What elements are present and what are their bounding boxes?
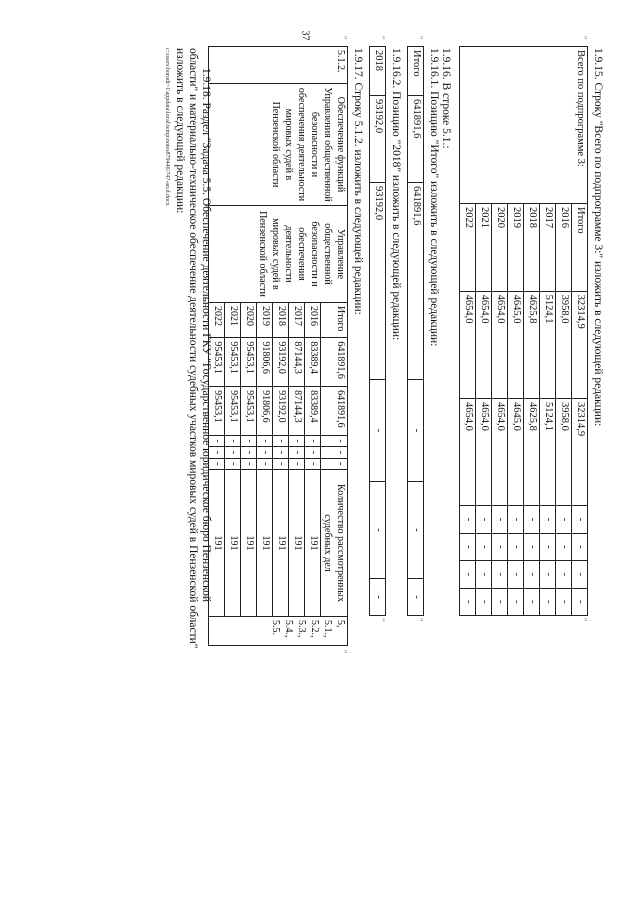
table-cell: 91806,6 <box>257 338 273 387</box>
table-cell: 2020 <box>492 204 508 292</box>
table-cell: - <box>408 482 424 579</box>
indicator-value: 191 <box>305 470 321 617</box>
indicator-value: 191 <box>257 470 273 617</box>
closing-quote-mark: " <box>579 618 588 622</box>
table-cell: 95453,1 <box>209 387 225 436</box>
table-cell: 2022 <box>460 204 476 292</box>
paragraph-1-9-17: 1.9.17. Строку 5.1.2. изложить в следующей редакции: <box>352 48 364 315</box>
table-cell: - <box>508 533 524 560</box>
table-cell: - <box>508 588 524 615</box>
table-cell: - <box>289 435 305 446</box>
table-cell: 2021 <box>225 303 241 338</box>
table-cell: 3958,0 <box>556 291 572 398</box>
table-2018-position <box>369 46 386 616</box>
table-cell: - <box>476 588 492 615</box>
table-cell: 4645,0 <box>508 398 524 505</box>
table-cell: 2021 <box>476 204 492 292</box>
table-cell: 95453,1 <box>209 338 225 387</box>
page-number: 37 <box>299 30 311 41</box>
table-cell: - <box>524 533 540 560</box>
table-cell: - <box>524 506 540 533</box>
rotated-page-content <box>12 38 612 883</box>
table-cell: - <box>289 458 305 469</box>
table-cell: - <box>492 561 508 588</box>
table-cell: - <box>257 458 273 469</box>
table-cell: - <box>305 458 321 469</box>
paragraph-1-9-16: 1.9.16. В строке 5.1.: <box>440 48 452 149</box>
table-cell: 2019 <box>257 303 273 338</box>
table-cell: 3958,0 <box>556 398 572 505</box>
table-cell: 5124,1 <box>540 291 556 398</box>
table-cell: 93192,0 <box>273 338 289 387</box>
table-cell: - <box>225 435 241 446</box>
table-cell: - <box>460 506 476 533</box>
table-cell: - <box>556 533 572 560</box>
table-row <box>321 47 348 646</box>
table-cell: 4625,8 <box>524 398 540 505</box>
table-cell: 87144,3 <box>289 338 305 387</box>
table-cell: 2016 <box>556 204 572 292</box>
table-cell: 4654,0 <box>476 291 492 398</box>
table-row <box>408 47 424 616</box>
table-cell: 2017 <box>540 204 556 292</box>
table-cell: 91806,6 <box>257 387 273 436</box>
paragraph-1-9-15: 1.9.15. Строку "Всего по подпрограмме 3:" изложить в следующей редакции: <box>592 48 604 427</box>
table-cell: Итого <box>572 204 588 292</box>
indicator-value: 191 <box>273 470 289 617</box>
indicator-value: 191 <box>241 470 257 617</box>
table-cell: 4625,8 <box>524 291 540 398</box>
table-cell: - <box>540 533 556 560</box>
table-cell: - <box>492 506 508 533</box>
table-subprogram-3-total <box>459 46 588 616</box>
table-row <box>572 47 588 616</box>
table-cell: - <box>556 588 572 615</box>
table-cell: - <box>209 458 225 469</box>
table-cell: Итого <box>321 303 348 338</box>
footer-file-path: c:\users\borodi~1\appdata\local\temp\notes879446\747-ап.d.docx <box>164 48 170 206</box>
table-cell: - <box>476 506 492 533</box>
table-cell: - <box>524 561 540 588</box>
table-cell: 95453,1 <box>241 338 257 387</box>
table-cell: Итого <box>408 47 424 96</box>
table-cell: - <box>572 533 588 560</box>
table-cell: - <box>321 435 348 446</box>
measure-name: Обеспечение функций Управления общественной безопасности и обеспечения деятельности мировых судей в Пензенской области <box>209 84 348 206</box>
opening-quote-mark: " <box>415 36 424 40</box>
table-cell: - <box>225 458 241 469</box>
paragraph-1-9-16-1: 1.9.16.1. Позицию "Итого" изложить в следующей редакции: <box>428 48 440 347</box>
table-cell: 93192,0 <box>370 183 386 380</box>
table-cell: 2016 <box>305 303 321 338</box>
closing-quote-mark: " <box>377 618 386 622</box>
indicator-value: 191 <box>225 470 241 617</box>
table-cell: 83389,4 <box>305 338 321 387</box>
table-cell: 2018 <box>273 303 289 338</box>
table-cell: - <box>257 435 273 446</box>
table-cell: - <box>321 447 348 458</box>
table-cell: 2018 <box>524 204 540 292</box>
table-cell: - <box>241 447 257 458</box>
table-cell: 93192,0 <box>273 387 289 436</box>
opening-quote-mark: " <box>339 36 348 40</box>
row-label: Всего по подпрограмме 3: <box>460 47 588 204</box>
table-cell: - <box>492 588 508 615</box>
opening-quote-mark: " <box>579 36 588 40</box>
table-cell: - <box>370 579 386 616</box>
table-cell: - <box>540 561 556 588</box>
opening-quote-mark: " <box>377 36 386 40</box>
paragraph-1-9-18-line-2: области" и материально-техническое обеспечение деятельности судебных участков мировых судей в Пензенской области" <box>187 48 199 649</box>
table-cell: 641891,6 <box>321 387 348 436</box>
table-cell: - <box>241 458 257 469</box>
table-cell: - <box>305 435 321 446</box>
paragraph-1-9-18-line-1: 1.9.18. Раздел "Задача 5.5. Обеспечение деятельности ГКУ "Государственное юридическое бюро Пензенской <box>200 68 212 602</box>
table-cell: 4654,0 <box>492 291 508 398</box>
table-row <box>370 47 386 616</box>
row-number: 5.1.2. <box>209 47 348 84</box>
table-cell: - <box>257 447 273 458</box>
table-cell: - <box>241 435 257 446</box>
table-cell: 2020 <box>241 303 257 338</box>
table-cell: - <box>209 447 225 458</box>
paragraph-1-9-18-line-3: изложить в следующей редакции: <box>174 48 186 214</box>
table-cell: - <box>476 561 492 588</box>
indicator-header: Количество рассмотренных судебных дел <box>321 470 348 617</box>
table-cell: - <box>572 561 588 588</box>
table-cell: 93192,0 <box>370 96 386 183</box>
table-cell: - <box>408 579 424 616</box>
table-cell: - <box>492 533 508 560</box>
table-cell: - <box>273 447 289 458</box>
table-cell: - <box>321 458 348 469</box>
table-cell: - <box>225 447 241 458</box>
table-cell: - <box>508 561 524 588</box>
table-cell: - <box>408 380 424 482</box>
table-cell: - <box>540 506 556 533</box>
table-cell: 641891,6 <box>408 183 424 380</box>
table-cell: 83389,4 <box>305 387 321 436</box>
table-cell: 2018 <box>370 47 386 96</box>
table-cell: - <box>476 533 492 560</box>
table-cell: - <box>305 447 321 458</box>
table-cell: 32314,9 <box>572 291 588 398</box>
table-cell: - <box>370 482 386 579</box>
table-cell: - <box>508 506 524 533</box>
table-cell: 95453,1 <box>225 338 241 387</box>
indicator-value: 191 <box>289 470 305 617</box>
table-cell: 87144,3 <box>289 387 305 436</box>
table-row-5-1-2 <box>208 46 348 646</box>
paragraph-1-9-16-2: 1.9.16.2. Позицию "2018" изложить в следующей редакции: <box>390 48 402 341</box>
table-cell: 4654,0 <box>460 291 476 398</box>
table-cell: - <box>209 435 225 446</box>
indicator-value: 191 <box>209 470 225 617</box>
table-cell: 2022 <box>209 303 225 338</box>
table-cell: - <box>572 506 588 533</box>
table-cell: 641891,6 <box>408 96 424 183</box>
related-tasks: 5, 5.1., 5.2., 5.3., 5.4., 5.5. <box>209 617 348 646</box>
table-cell: 2017 <box>289 303 305 338</box>
table-cell: 2019 <box>508 204 524 292</box>
table-cell: 4654,0 <box>476 398 492 505</box>
table-cell: - <box>370 380 386 482</box>
table-cell: 32314,9 <box>572 398 588 505</box>
responsible-executor: Управление общественной безопасности и обеспечения деятельности мировых судей в Пензенской области <box>209 206 348 303</box>
table-cell: - <box>460 588 476 615</box>
table-total-position <box>407 46 424 616</box>
table-cell: 95453,1 <box>241 387 257 436</box>
table-cell: 641891,6 <box>321 338 348 387</box>
table-cell: - <box>524 588 540 615</box>
table-cell: - <box>556 506 572 533</box>
table-cell: 4645,0 <box>508 291 524 398</box>
table-cell: 5124,1 <box>540 398 556 505</box>
table-cell: - <box>540 588 556 615</box>
table-cell: 4654,0 <box>460 398 476 505</box>
table-cell: - <box>460 533 476 560</box>
closing-quote-mark: " <box>415 618 424 622</box>
table-cell: 95453,1 <box>225 387 241 436</box>
table-cell: - <box>556 561 572 588</box>
table-cell: - <box>572 588 588 615</box>
table-cell: - <box>289 447 305 458</box>
closing-quote-mark: " <box>339 650 348 654</box>
table-cell: - <box>460 561 476 588</box>
table-cell: - <box>273 435 289 446</box>
table-cell: - <box>273 458 289 469</box>
table-cell: 4654,0 <box>492 398 508 505</box>
